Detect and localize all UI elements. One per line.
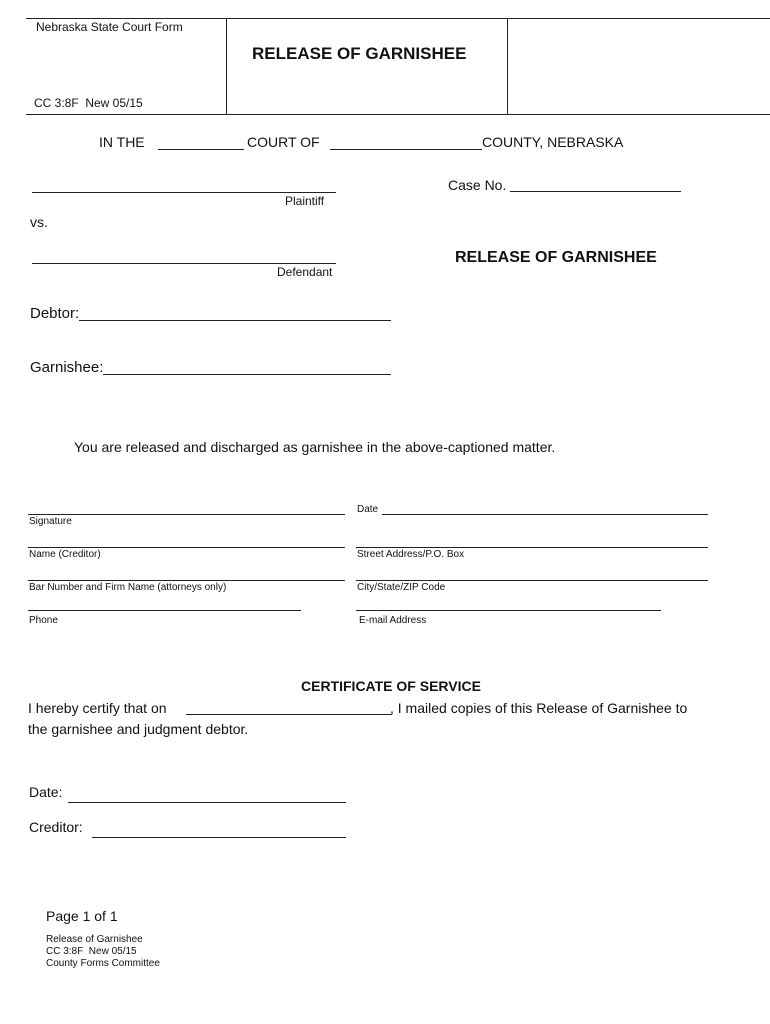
case-no-field[interactable] xyxy=(510,175,681,192)
header-top-rule xyxy=(26,18,770,19)
header-agency: Nebraska State Court Form xyxy=(36,20,183,34)
page-number: Page 1 of 1 xyxy=(46,908,118,924)
caption-court-of: COURT OF xyxy=(247,134,320,150)
certify-date-field[interactable] xyxy=(186,698,392,715)
email-field[interactable] xyxy=(356,596,661,611)
header-title: RELEASE OF GARNISHEE xyxy=(252,44,467,63)
name-label: Name (Creditor) xyxy=(29,549,101,560)
certify-text-b: , I mailed copies of this Release of Garnishee to xyxy=(390,700,688,716)
bar-field[interactable] xyxy=(28,566,345,581)
certificate-creditor-field[interactable] xyxy=(92,821,346,838)
debtor-field[interactable] xyxy=(79,304,391,321)
garnishee-field[interactable] xyxy=(103,358,391,375)
signature-label: Signature xyxy=(29,516,72,527)
street-field[interactable] xyxy=(356,533,708,548)
release-statement: You are released and discharged as garnishee in the above-captioned matter. xyxy=(74,439,556,455)
footer-line-1: Release of Garnishee xyxy=(46,934,143,945)
email-label: E-mail Address xyxy=(359,615,427,626)
city-label: City/State/ZIP Code xyxy=(357,582,446,593)
name-field[interactable] xyxy=(28,533,345,548)
certify-text-a: I hereby certify that on xyxy=(28,700,167,716)
debtor-label: Debtor: xyxy=(30,305,80,322)
phone-label: Phone xyxy=(29,615,58,626)
certificate-date-label: Date: xyxy=(29,784,63,800)
certificate-creditor-label: Creditor: xyxy=(29,819,83,835)
case-no-label: Case No. xyxy=(448,177,507,193)
certificate-heading: CERTIFICATE OF SERVICE xyxy=(301,678,481,694)
plaintiff-field[interactable] xyxy=(32,176,336,193)
date-label: Date xyxy=(357,504,379,515)
signature-field[interactable] xyxy=(28,500,345,515)
plaintiff-label: Plaintiff xyxy=(285,194,325,208)
vs-label: vs. xyxy=(30,214,48,230)
footer-line-2: CC 3:8F New 05/15 xyxy=(46,946,137,957)
defendant-field[interactable] xyxy=(32,247,336,264)
defendant-label: Defendant xyxy=(277,265,333,279)
phone-field[interactable] xyxy=(28,596,301,611)
certificate-date-field[interactable] xyxy=(68,786,346,803)
caption-title: RELEASE OF GARNISHEE xyxy=(455,249,657,266)
header-form-code: CC 3:8F New 05/15 xyxy=(34,96,143,110)
caption-county: COUNTY, NEBRASKA xyxy=(482,134,624,150)
certify-text-c: the garnishee and judgment debtor. xyxy=(28,721,249,737)
caption-in-the: IN THE xyxy=(99,134,145,150)
date-field[interactable] xyxy=(382,500,708,515)
header-divider-right xyxy=(507,18,508,114)
county-name-field[interactable] xyxy=(330,133,482,150)
street-label: Street Address/P.O. Box xyxy=(357,549,465,560)
city-field[interactable] xyxy=(356,566,708,581)
footer-line-3: County Forms Committee xyxy=(46,958,160,969)
bar-label: Bar Number and Firm Name (attorneys only) xyxy=(29,582,227,593)
garnishee-label: Garnishee: xyxy=(30,359,104,376)
court-name-field[interactable] xyxy=(158,133,244,150)
header-divider-left xyxy=(226,18,227,114)
header-bottom-rule xyxy=(26,114,770,115)
